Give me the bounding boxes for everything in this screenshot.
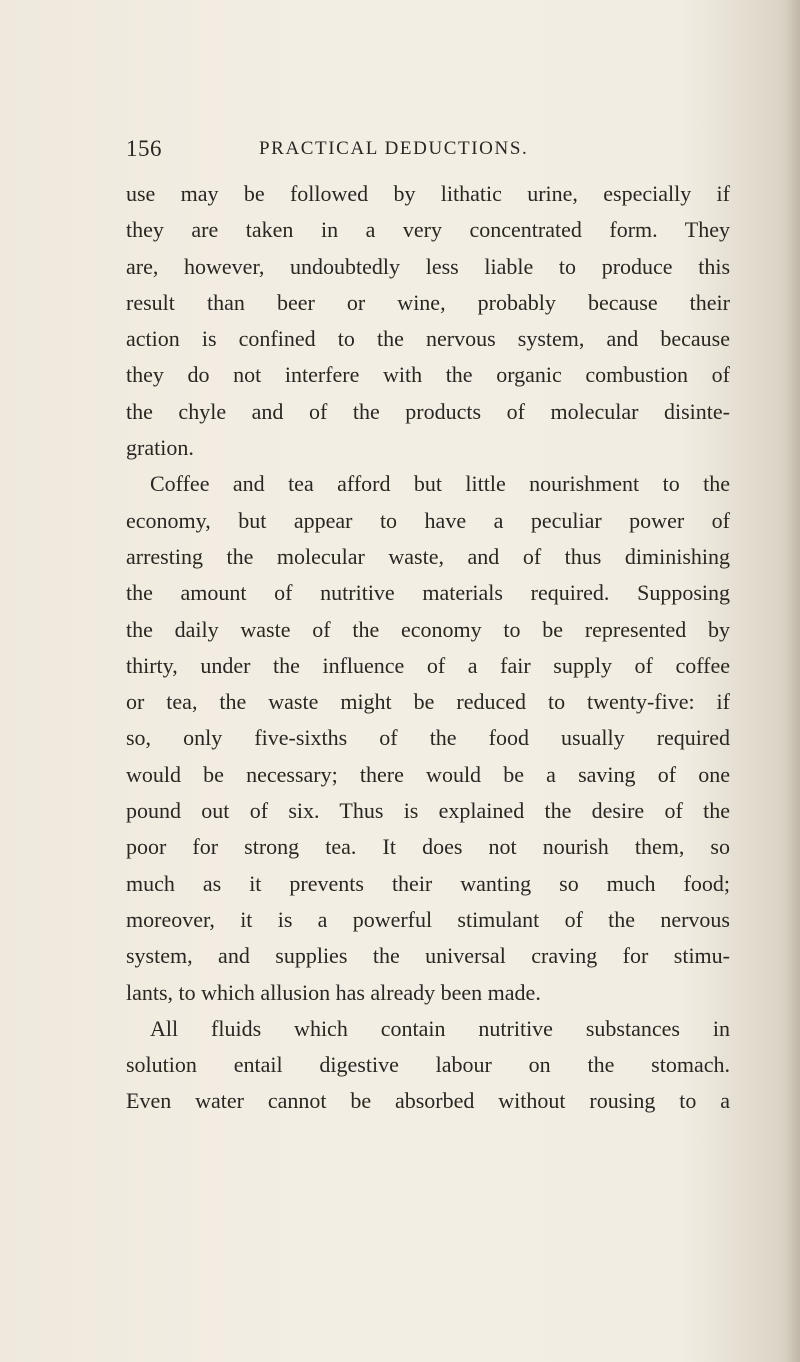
text-line: result than beer or wine, probably because their <box>126 289 730 315</box>
running-head: PRACTICAL DEDUCTIONS. <box>259 138 529 159</box>
text-line: or tea, the waste might be reduced to twenty-five: if <box>126 689 730 715</box>
page-header <box>126 136 726 166</box>
text-line: poor for strong tea. It does not nourish them, so <box>126 834 730 860</box>
text-line: system, and supplies the universal craving for stimu- <box>126 943 730 969</box>
text-line: use may be followed by lithatic urine, especially if <box>126 181 730 206</box>
text-line: are, however, undoubtedly less liable to produce this <box>126 253 730 279</box>
body-text <box>126 176 730 1120</box>
text-line: pound out of six. Thus is explained the desire of the <box>126 798 730 824</box>
text-line: economy, but appear to have a peculiar power of <box>126 507 730 533</box>
page-number: 156 <box>126 136 162 161</box>
text-line: lants, to which allusion has already been made. <box>126 979 541 1005</box>
page-edge-shadow <box>786 0 800 1362</box>
text-line: arresting the molecular waste, and of thus diminishing <box>126 543 730 569</box>
paragraph-first-line: All fluids which contain nutritive substances in <box>150 1015 730 1041</box>
text-line: solution entail digestive labour on the stomach. <box>126 1052 730 1078</box>
text-line: much as it prevents their wanting so much food; <box>126 870 730 896</box>
text-line: the chyle and of the products of molecular disinte- <box>126 398 730 424</box>
text-line: Even water cannot be absorbed without rousing to a <box>126 1088 730 1114</box>
text-line: gration. <box>126 435 194 461</box>
text-line: thirty, under the influence of a fair supply of coffee <box>126 652 730 678</box>
text-line: action is confined to the nervous system, and because <box>126 326 730 352</box>
text-line: moreover, it is a powerful stimulant of the nervous <box>126 906 730 932</box>
text-line: they are taken in a very concentrated form. They <box>126 217 730 243</box>
text-line: so, only five-sixths of the food usually required <box>126 725 730 751</box>
text-line: the daily waste of the economy to be represented by <box>126 616 730 642</box>
text-line: the amount of nutritive materials required. Supposing <box>126 580 730 606</box>
text-line: they do not interfere with the organic combustion of <box>126 362 730 388</box>
paragraph-first-line: Coffee and tea afford but little nourishment to the <box>150 471 730 497</box>
text-line: would be necessary; there would be a saving of one <box>126 761 730 787</box>
